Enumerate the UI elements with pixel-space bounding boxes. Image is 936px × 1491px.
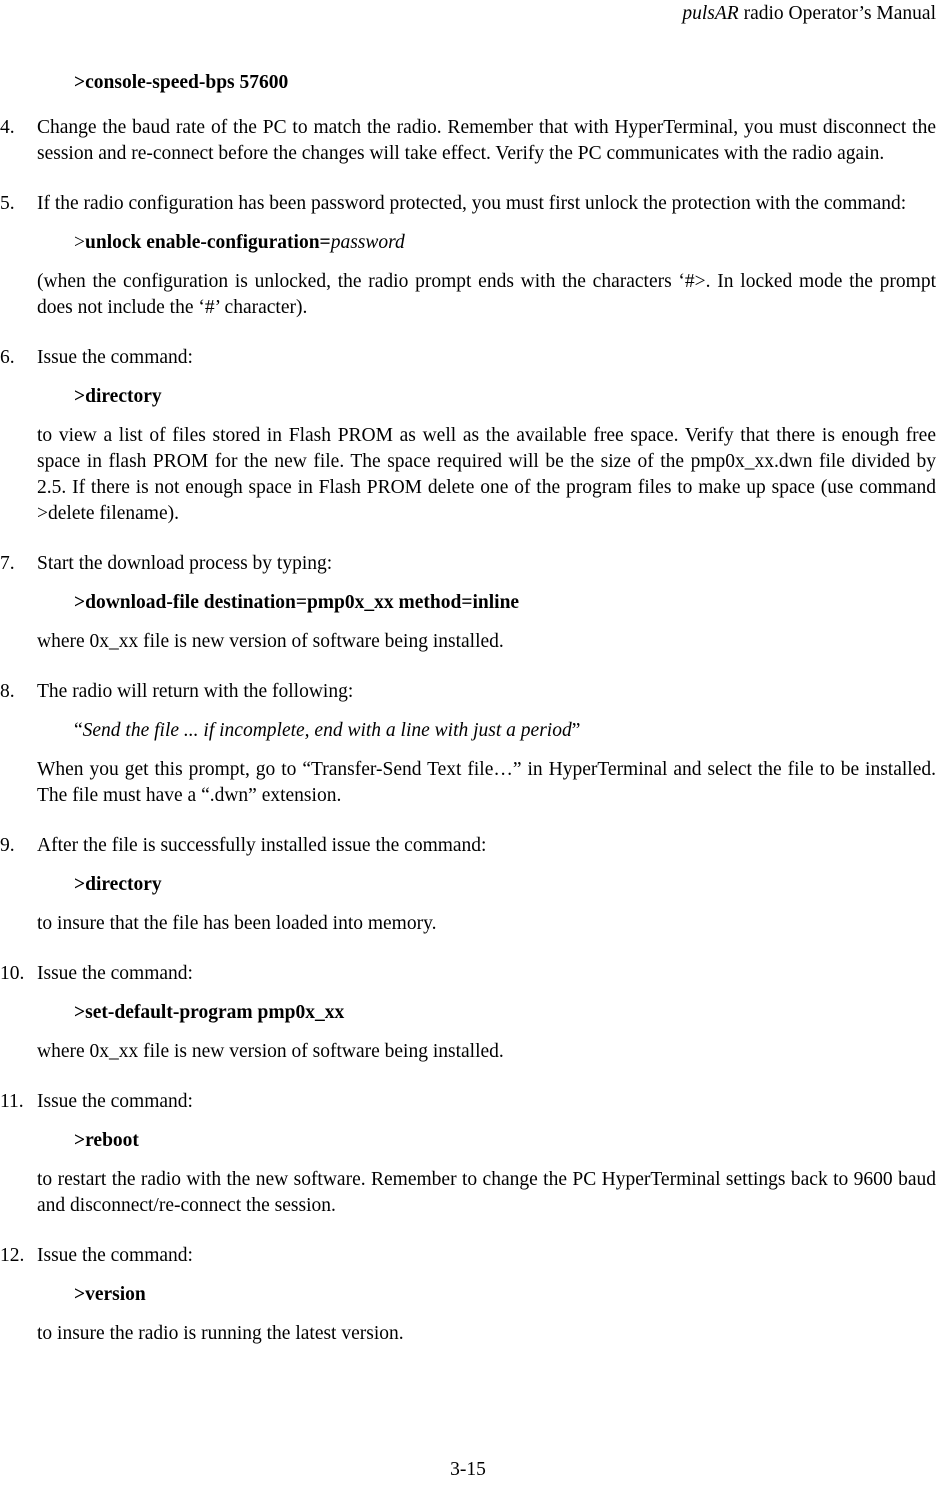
step-followup: When you get this prompt, go to “Transfer-Send Text file…” in HyperTerminal and select the file to be installed. The file must have a “.dwn” extension.: [37, 759, 936, 806]
step-text: Issue the command:: [37, 963, 193, 984]
step-text: If the radio configuration has been password protected, you must first unlock the protection with the command:: [37, 193, 907, 214]
step-followup: to insure that the file has been loaded into memory.: [37, 913, 437, 934]
command-prompt: >: [74, 232, 85, 253]
reboot-command: >reboot: [74, 1130, 139, 1151]
step-followup: to insure the radio is running the latest version.: [37, 1323, 404, 1344]
step-text: Change the baud rate of the PC to match the radio. Remember that with HyperTerminal, you must disconnect the session and re-connect before the changes will take effect. Verify the PC communicates with the radio again.: [37, 117, 936, 164]
radio-response-quote: [74, 718, 936, 744]
document-body: [0, 70, 936, 1347]
step-4: [0, 115, 936, 167]
step-number: 12.: [0, 1245, 25, 1266]
quote-close: ”: [571, 720, 581, 741]
step-followup: to view a list of files stored in Flash PROM as well as the available free space. Verify that there is enough free space in flash PROM for the new file. The space required will be the size of the pmp0x_xx.dwn file divided by 2.5. If there is not enough space in Flash PROM delete one of the program files to make up space (use command >delete filename).: [37, 425, 936, 524]
step-11: [0, 1089, 936, 1219]
step-text: Issue the command:: [37, 1091, 193, 1112]
step-number: 8.: [0, 681, 15, 702]
step-number: 7.: [0, 553, 15, 574]
header-title: radio Operator’s Manual: [743, 3, 936, 24]
console-speed-command: >console-speed-bps 57600: [74, 72, 289, 93]
step-text: Start the download process by typing:: [37, 553, 333, 574]
quote-open: “: [74, 720, 83, 741]
step-text: Issue the command:: [37, 347, 193, 368]
unlock-command: [74, 230, 936, 256]
step-12: [0, 1243, 936, 1347]
step-8: [0, 679, 936, 809]
step-10: [0, 961, 936, 1065]
step-7: [0, 551, 936, 655]
quote-message: Send the file ... if incomplete, end with a line with just a period: [82, 720, 572, 741]
header-product-name: pulsAR: [682, 3, 739, 24]
step-followup: where 0x_xx file is new version of software being installed.: [37, 1041, 504, 1062]
step-5: [0, 191, 936, 321]
step-number: 11.: [0, 1091, 24, 1112]
step-followup: (when the configuration is unlocked, the radio prompt ends with the characters ‘#>. In locked mode the prompt does not include the ‘#’ character).: [37, 271, 936, 318]
step-6: [0, 345, 936, 527]
step-text: The radio will return with the following:: [37, 681, 354, 702]
step-9: [0, 833, 936, 937]
step-number: 10.: [0, 963, 25, 984]
step-number: 6.: [0, 347, 15, 368]
step-text: Issue the command:: [37, 1245, 193, 1266]
step-text: After the file is successfully installed issue the command:: [37, 835, 487, 856]
step-followup: to restart the radio with the new software. Remember to change the PC HyperTerminal settings back to 9600 baud and disconnect/re-connect the session.: [37, 1169, 936, 1216]
set-default-program-command: >set-default-program pmp0x_xx: [74, 1002, 345, 1023]
page-number: 3-15: [450, 1459, 486, 1480]
version-command: >version: [74, 1284, 146, 1305]
step-number: 9.: [0, 835, 15, 856]
page-header: [682, 1, 936, 27]
download-command: >download-file destination=pmp0x_xx method=inline: [74, 592, 520, 613]
step-number: 5.: [0, 193, 15, 214]
command-keyword: unlock enable-configuration=: [85, 232, 331, 253]
directory-command: >directory: [74, 874, 162, 895]
step-number: 4.: [0, 117, 15, 138]
command-argument: password: [330, 232, 405, 253]
directory-command: >directory: [74, 386, 162, 407]
step-followup: where 0x_xx file is new version of software being installed.: [37, 631, 504, 652]
